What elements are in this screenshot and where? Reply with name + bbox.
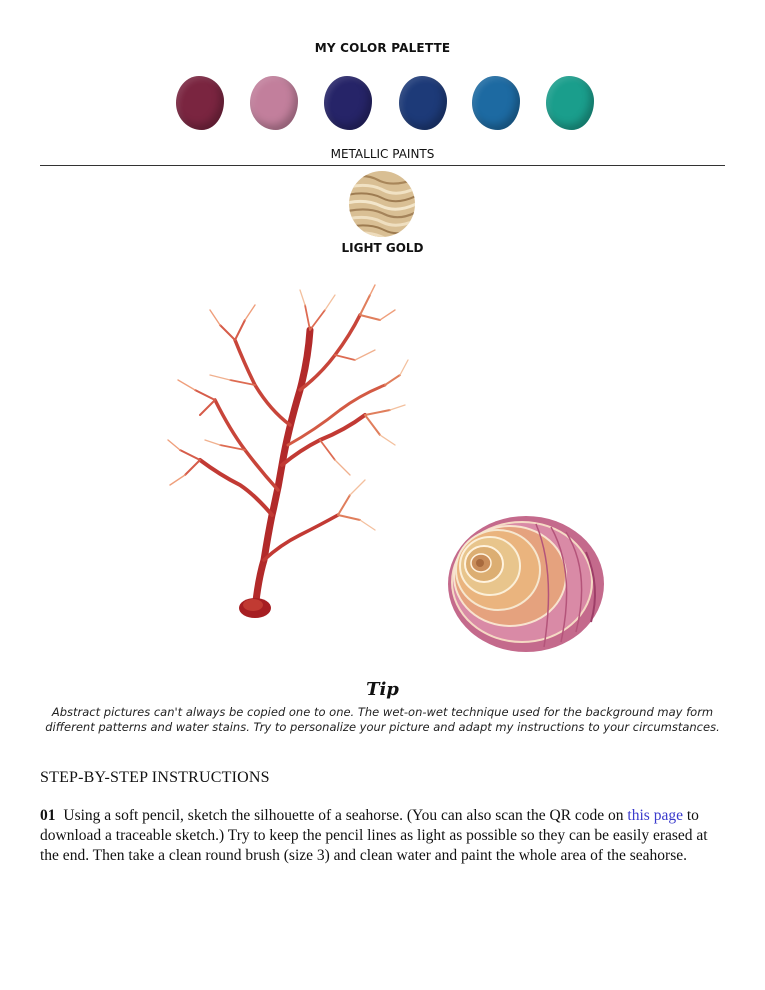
- seashell-illustration: [426, 512, 606, 656]
- step-01: [40, 806, 730, 866]
- swatch-navy-blue: [399, 76, 447, 130]
- light-gold-label: LIGHT GOLD: [341, 241, 424, 255]
- step-number: 01: [40, 807, 56, 824]
- swatch-burgundy: [176, 76, 224, 130]
- coral-illustration: [160, 280, 410, 625]
- this-page-link[interactable]: this page: [627, 807, 683, 824]
- swatch-indigo: [324, 76, 372, 130]
- palette-title: MY COLOR PALETTE: [314, 41, 451, 55]
- tip-text: Abstract pictures can't always be copied one to one. The wet-on-wet technique used for the background may form different patterns and water stains. Try to personalize your picture and adapt my instructions to your circumstances.: [45, 705, 720, 734]
- instructions-heading: STEP-BY-STEP INSTRUCTIONS: [40, 769, 270, 786]
- metallic-paints-label: METALLIC PAINTS: [330, 147, 435, 161]
- section-divider: [40, 165, 725, 166]
- step-text-before: Using a soft pencil, sketch the silhouette of a seahorse. (You can also scan the QR code on: [63, 807, 624, 824]
- swatch-cerulean-blue: [472, 76, 520, 130]
- color-palette-swatches: [170, 76, 600, 132]
- light-gold-swatch: [348, 170, 416, 238]
- swatch-mauve-pink: [250, 76, 298, 130]
- tip-heading: Tip: [366, 679, 399, 700]
- step-text-after: to download a traceable sketch.) Try to keep the pencil lines as light as possible so they can be easily erased at the end. Then take a clean round brush (size 3) and clean water and paint the whole area of the seahorse.: [40, 807, 708, 864]
- swatch-teal: [546, 76, 594, 130]
